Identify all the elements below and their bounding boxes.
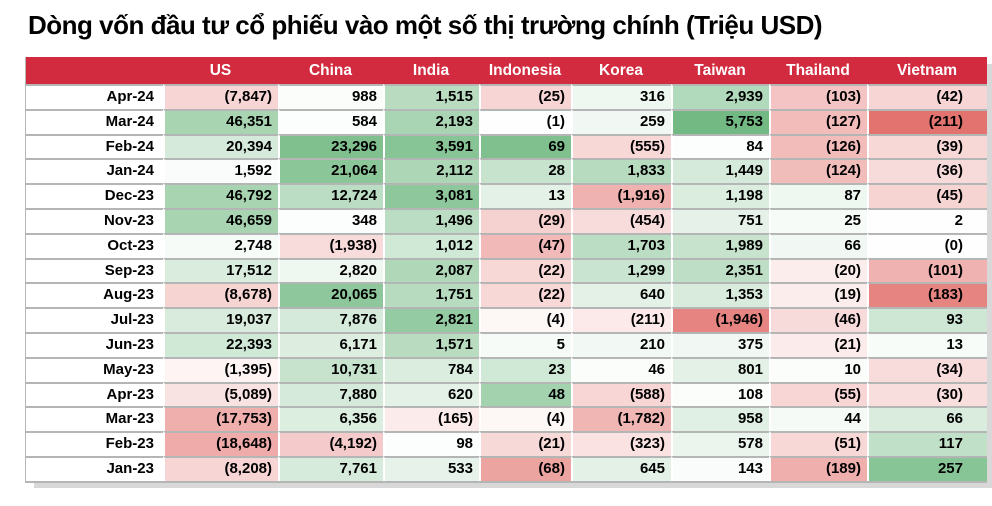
value-cell: 143 <box>671 456 769 481</box>
row-label: Aug-23 <box>26 282 163 307</box>
value-cell: (7,847) <box>163 84 278 109</box>
table-row <box>26 332 987 357</box>
value-cell: 2 <box>867 208 987 233</box>
value-cell: 69 <box>479 134 571 159</box>
value-cell: 988 <box>278 84 383 109</box>
table-row <box>26 183 987 208</box>
value-cell: 19,037 <box>163 307 278 332</box>
value-cell: (0) <box>867 233 987 258</box>
value-cell: 640 <box>571 282 671 307</box>
value-cell: (183) <box>867 282 987 307</box>
value-cell: 784 <box>383 357 479 382</box>
value-cell: (4,192) <box>278 431 383 456</box>
value-cell: 87 <box>769 183 867 208</box>
row-label: Jan-24 <box>26 158 163 183</box>
table-row <box>26 109 987 134</box>
value-cell: 66 <box>769 233 867 258</box>
value-cell: 2,112 <box>383 158 479 183</box>
value-cell: 2,821 <box>383 307 479 332</box>
row-label: Jun-23 <box>26 332 163 357</box>
value-cell: 1,751 <box>383 282 479 307</box>
table-row <box>26 233 987 258</box>
value-cell: 2,939 <box>671 84 769 109</box>
row-label: Apr-23 <box>26 382 163 407</box>
value-cell: 12,724 <box>278 183 383 208</box>
value-cell: (42) <box>867 84 987 109</box>
value-cell: 316 <box>571 84 671 109</box>
value-cell: (124) <box>769 158 867 183</box>
table-body <box>26 84 987 481</box>
value-cell: (1,395) <box>163 357 278 382</box>
value-cell: (8,678) <box>163 282 278 307</box>
value-cell: (101) <box>867 258 987 283</box>
value-cell: 1,198 <box>671 183 769 208</box>
value-cell: 584 <box>278 109 383 134</box>
value-cell: 7,880 <box>278 382 383 407</box>
column-header: China <box>278 57 383 84</box>
value-cell: (4) <box>479 406 571 431</box>
value-cell: 93 <box>867 307 987 332</box>
value-cell: 17,512 <box>163 258 278 283</box>
value-cell: 2,820 <box>278 258 383 283</box>
value-cell: 578 <box>671 431 769 456</box>
value-cell: (126) <box>769 134 867 159</box>
value-cell: (34) <box>867 357 987 382</box>
value-cell: 28 <box>479 158 571 183</box>
value-cell: (18,648) <box>163 431 278 456</box>
value-cell: 13 <box>479 183 571 208</box>
value-cell: (30) <box>867 382 987 407</box>
value-cell: 6,356 <box>278 406 383 431</box>
value-cell: (68) <box>479 456 571 481</box>
value-cell: (39) <box>867 134 987 159</box>
row-label: Dec-23 <box>26 183 163 208</box>
value-cell: 375 <box>671 332 769 357</box>
column-header: Thailand <box>769 57 867 84</box>
value-cell: (46) <box>769 307 867 332</box>
value-cell: (1,938) <box>278 233 383 258</box>
value-cell: 1,353 <box>671 282 769 307</box>
value-cell: 751 <box>671 208 769 233</box>
value-cell: 2,748 <box>163 233 278 258</box>
value-cell: 1,449 <box>671 158 769 183</box>
value-cell: 25 <box>769 208 867 233</box>
value-cell: 23,296 <box>278 134 383 159</box>
value-cell: 20,394 <box>163 134 278 159</box>
table-row <box>26 134 987 159</box>
value-cell: (19) <box>769 282 867 307</box>
value-cell: (20) <box>769 258 867 283</box>
value-cell: (21) <box>769 332 867 357</box>
value-cell: 84 <box>671 134 769 159</box>
value-cell: (45) <box>867 183 987 208</box>
value-cell: 46,659 <box>163 208 278 233</box>
value-cell: 1,592 <box>163 158 278 183</box>
value-cell: 23 <box>479 357 571 382</box>
column-header: Vietnam <box>867 57 987 84</box>
table-row <box>26 431 987 456</box>
value-cell: 21,064 <box>278 158 383 183</box>
value-cell: 20,065 <box>278 282 383 307</box>
value-cell: 46,351 <box>163 109 278 134</box>
value-cell: 2,193 <box>383 109 479 134</box>
row-label: Sep-23 <box>26 258 163 283</box>
value-cell: (5,089) <box>163 382 278 407</box>
value-cell: (22) <box>479 258 571 283</box>
value-cell: 210 <box>571 332 671 357</box>
value-cell: (22) <box>479 282 571 307</box>
column-header: India <box>383 57 479 84</box>
value-cell: 5 <box>479 332 571 357</box>
column-header: US <box>163 57 278 84</box>
value-cell: (323) <box>571 431 671 456</box>
row-label: Mar-23 <box>26 406 163 431</box>
value-cell: 1,703 <box>571 233 671 258</box>
row-label: Feb-24 <box>26 134 163 159</box>
value-cell: 10 <box>769 357 867 382</box>
table-row <box>26 382 987 407</box>
value-cell: 620 <box>383 382 479 407</box>
value-cell: 108 <box>671 382 769 407</box>
value-cell: 7,761 <box>278 456 383 481</box>
value-cell: (1,782) <box>571 406 671 431</box>
value-cell: 22,393 <box>163 332 278 357</box>
value-cell: (51) <box>769 431 867 456</box>
value-cell: (36) <box>867 158 987 183</box>
row-label: Oct-23 <box>26 233 163 258</box>
header-corner-cell <box>26 57 163 84</box>
value-cell: 1,012 <box>383 233 479 258</box>
value-cell: (211) <box>571 307 671 332</box>
value-cell: (588) <box>571 382 671 407</box>
value-cell: 1,571 <box>383 332 479 357</box>
value-cell: (55) <box>769 382 867 407</box>
column-header: Taiwan <box>671 57 769 84</box>
value-cell: 6,171 <box>278 332 383 357</box>
table-row <box>26 208 987 233</box>
value-cell: 7,876 <box>278 307 383 332</box>
value-cell: (127) <box>769 109 867 134</box>
table-row <box>26 158 987 183</box>
page-title: Dòng vốn đầu tư cổ phiếu vào một số thị trường chính (Triệu USD) <box>28 10 823 40</box>
row-label: Apr-24 <box>26 84 163 109</box>
value-cell: 46 <box>571 357 671 382</box>
value-cell: 13 <box>867 332 987 357</box>
value-cell: 801 <box>671 357 769 382</box>
value-cell: 2,087 <box>383 258 479 283</box>
value-cell: 1,515 <box>383 84 479 109</box>
value-cell: 348 <box>278 208 383 233</box>
value-cell: (103) <box>769 84 867 109</box>
header-row <box>26 57 987 84</box>
value-cell: 1,989 <box>671 233 769 258</box>
value-cell: 1,833 <box>571 158 671 183</box>
value-cell: (25) <box>479 84 571 109</box>
value-cell: (211) <box>867 109 987 134</box>
value-cell: (189) <box>769 456 867 481</box>
value-cell: (8,208) <box>163 456 278 481</box>
value-cell: 5,753 <box>671 109 769 134</box>
value-cell: (454) <box>571 208 671 233</box>
value-cell: (165) <box>383 406 479 431</box>
value-cell: (17,753) <box>163 406 278 431</box>
value-cell: (29) <box>479 208 571 233</box>
column-header: Korea <box>571 57 671 84</box>
value-cell: 257 <box>867 456 987 481</box>
value-cell: (47) <box>479 233 571 258</box>
value-cell: (21) <box>479 431 571 456</box>
table-row <box>26 307 987 332</box>
table-row <box>26 258 987 283</box>
row-label: May-23 <box>26 357 163 382</box>
value-cell: 533 <box>383 456 479 481</box>
row-label: Feb-23 <box>26 431 163 456</box>
value-cell: (555) <box>571 134 671 159</box>
value-cell: (4) <box>479 307 571 332</box>
row-label: Jul-23 <box>26 307 163 332</box>
value-cell: 117 <box>867 431 987 456</box>
flows-table <box>25 57 987 483</box>
value-cell: 44 <box>769 406 867 431</box>
value-cell: 1,496 <box>383 208 479 233</box>
value-cell: 48 <box>479 382 571 407</box>
value-cell: 10,731 <box>278 357 383 382</box>
value-cell: 2,351 <box>671 258 769 283</box>
value-cell: (1) <box>479 109 571 134</box>
row-label: Jan-23 <box>26 456 163 481</box>
value-cell: (1,916) <box>571 183 671 208</box>
row-label: Nov-23 <box>26 208 163 233</box>
table-row <box>26 84 987 109</box>
value-cell: 66 <box>867 406 987 431</box>
value-cell: 1,299 <box>571 258 671 283</box>
value-cell: 46,792 <box>163 183 278 208</box>
table-row <box>26 357 987 382</box>
value-cell: 3,081 <box>383 183 479 208</box>
value-cell: 259 <box>571 109 671 134</box>
value-cell: 98 <box>383 431 479 456</box>
table-row <box>26 282 987 307</box>
value-cell: 645 <box>571 456 671 481</box>
table-row <box>26 406 987 431</box>
value-cell: 3,591 <box>383 134 479 159</box>
row-label: Mar-24 <box>26 109 163 134</box>
column-header: Indonesia <box>479 57 571 84</box>
value-cell: (1,946) <box>671 307 769 332</box>
table-row <box>26 456 987 481</box>
value-cell: 958 <box>671 406 769 431</box>
